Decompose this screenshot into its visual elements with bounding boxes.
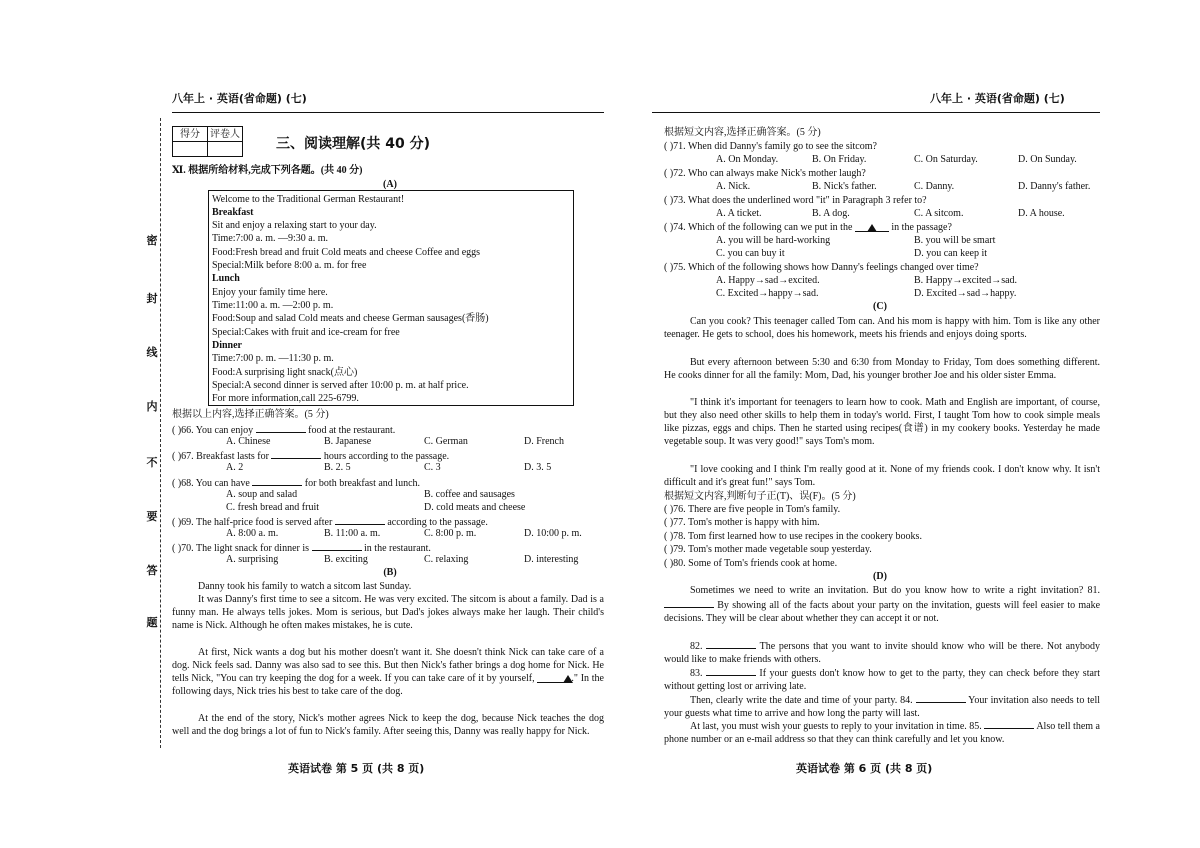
answer-blank-82[interactable] [706,638,756,649]
header-rule [652,112,1100,113]
side-char: 答 [146,564,158,577]
paragraph-text: Sometimes we need to write an invitation. But do you know how to write a right invitation? 81. [690,585,1100,596]
option[interactable]: A. Chinese [226,436,271,447]
answer-blank[interactable] [335,514,385,525]
option[interactable]: D. 3. 5 [524,462,552,473]
option[interactable]: D. cold meats and cheese [424,502,526,513]
box-line: Welcome to the Traditional German Restaurant! [212,194,405,205]
option[interactable]: C. German [424,436,468,447]
right-page [600,0,1200,848]
question-instruction: 根据短文内容,选择正确答案。(5 分) [664,127,821,138]
option[interactable]: A. 2 [226,462,244,473]
box-line: Food:A surprising light snack(点心) [212,367,358,378]
option[interactable]: A. A ticket. [716,208,762,219]
header-rule [172,112,604,113]
question-instruction: 根据短文内容,判断句子正(T)、误(F)。(5 分) [664,491,856,502]
option[interactable]: C. Danny. [914,181,955,192]
paragraph-text: By showing all of the facts about your party on the invitation, guests will feel easier to make decisions. They will be clear about whether they can accept it or not. [664,600,1101,624]
question-70[interactable] [172,540,431,555]
paragraph-text: At first, Nick wants a dog but his mother doesn't want it. She doesn't think Nick can take care of a dog. Nick feels sad. Danny was also sad to see this. But then Nick's father brings a dog home for Nick. He tells Nick, "You can try keeping the dog for a week. If you can take care of it by yourself, [172,647,604,684]
option[interactable]: D. Danny's father. [1018,181,1091,192]
option[interactable]: D. you can keep it [914,248,988,259]
question-79[interactable]: ( )79. Tom's mother made vegetable soup yesterday. [664,544,872,555]
option[interactable]: D. A house. [1018,208,1065,219]
paragraph-text: Your invitation also needs to tell your guests what time to arrive and how long the party will last. [664,695,1101,719]
box-heading: Dinner [212,340,242,351]
option[interactable]: D. interesting [524,554,579,565]
option[interactable]: C. A sitcom. [914,208,964,219]
box-line: Special:Milk before 8:00 a. m. for free [212,260,367,271]
option[interactable]: D. On Sunday. [1018,154,1077,165]
passage-b-paragraph: It was Danny's first time to see a sitcom. He was very excited. The sitcom is about a family. Dad is a funny man. He always tells jokes. Mom is serious, but Dad's jokes always make her laugh. Their child's name is Nick. Although he often makes mistakes, he is cute. [172,594,604,631]
answer-blank[interactable] [252,475,302,486]
option[interactable]: A. surprising [226,554,279,565]
answer-blank[interactable] [855,221,889,232]
question-76[interactable]: ( )76. There are five people in Tom's family. [664,504,841,515]
box-line: Special:Cakes with fruit and ice-cream for free [212,327,400,338]
option[interactable]: B. A dog. [812,208,850,219]
box-line: For more information,call 225-6799. [212,393,359,404]
question-stem: ( )70. The light snack for dinner is [172,543,310,554]
passage-d-paragraph [664,718,1100,746]
question-67[interactable] [172,448,449,463]
triangle-icon [867,224,877,232]
answer-blank-83[interactable] [706,665,756,676]
box-line: Food:Soup and salad Cold meats and cheese German sausages(香肠) [212,313,489,324]
score-cell[interactable] [173,142,208,157]
option[interactable]: B. On Friday. [812,154,867,165]
passage-d-paragraph [664,638,1100,666]
option[interactable]: B. coffee and sausages [424,489,515,500]
question-stem: for both breakfast and lunch. [304,478,421,489]
question-stem: ( )66. You can enjoy [172,425,254,436]
passage-c-paragraph: Can you cook? This teenager called Tom can. And his mom is happy with him. Tom is like any other teenager. He gets to school, does his homework, meets his friends and enjoys doing sports. [664,316,1100,340]
page-footer: 英语试卷 第 5 页 (共 8 页) [288,762,425,775]
option[interactable]: B. Japanese [324,436,372,447]
option[interactable]: A. On Monday. [716,154,779,165]
option[interactable]: D. French [524,436,564,447]
option[interactable]: C. fresh bread and fruit [226,502,320,513]
answer-blank[interactable] [312,540,362,551]
box-line: Time:7:00 a. m. —9:30 a. m. [212,233,329,244]
question-80[interactable]: ( )80. Some of Tom's friends cook at home. [664,558,838,569]
answer-blank[interactable] [271,448,321,459]
question-stem: ( )69. The half-price food is served after [172,517,333,528]
section-title: 三、阅读理解(共 40 分) [276,136,431,152]
side-char: 线 [146,346,158,359]
option[interactable]: C. On Saturday. [914,154,978,165]
answer-blank-84[interactable] [916,692,966,703]
box-line: Time:7:00 p. m. —11:30 p. m. [212,353,334,364]
seal-line [160,118,161,748]
question-stem: in the passage? [891,222,952,233]
option[interactable]: A. 8:00 a. m. [226,528,279,539]
option[interactable]: B. Nick's father. [812,181,877,192]
passage-b-paragraph: At the end of the story, Nick's mother agrees Nick to keep the dog, because Nick teaches the dog well and the dog brings a lot of fun to Nick's family. After seeing this, Danny was really happy for Nick. [172,713,604,737]
paragraph-text: At last, you must wish your guests to reply to your invitation in time. 85. [690,721,982,732]
question-stem: ( )68. You can have [172,478,250,489]
passage-c-label: (C) [873,301,887,312]
option[interactable]: A. soup and salad [226,489,298,500]
question-72[interactable]: ( )72. Who can always make Nick's mother laugh? [664,168,866,179]
question-75[interactable]: ( )75. Which of the following shows how Danny's feelings changed over time? [664,262,979,273]
paragraph-text: ." In the following days, Nick tries his best to take care of the dog. [172,673,604,697]
option[interactable]: C. 3 [424,462,441,473]
answer-blank[interactable] [256,422,306,433]
option[interactable]: D. Excited→sad→happy. [914,288,1017,299]
passage-d-paragraph [664,692,1100,720]
option[interactable]: B. 11:00 a. m. [324,528,381,539]
option[interactable]: D. 10:00 p. m. [524,528,582,539]
paragraph-text: Also tell them a phone number or an e-mail address so that they can think carefully and let you know. [664,721,1100,745]
paragraph-text: The persons that you want to invite should know who will be there. Not anybody would like to make friends with others. [664,641,1101,665]
box-line: Time:11:00 a. m. —2:00 p. m. [212,300,334,311]
answer-blank-81[interactable] [664,597,714,608]
page-header: 八年上 · 英语(省命题) (七) [930,92,1065,105]
question-stem: hours according to the passage. [323,451,450,462]
passage-a-label: (A) [383,179,397,190]
paragraph-text: 83. [690,668,703,679]
passage-b-paragraph [172,646,604,698]
question-74[interactable] [664,221,952,234]
question-instruction: 根据以上内容,选择正确答案。(5 分) [172,409,329,420]
question-stem: in the restaurant. [364,543,431,554]
answer-blank-74[interactable] [537,672,571,683]
side-char: 封 [146,292,158,305]
side-char: 要 [146,510,158,523]
side-char: 密 [146,234,158,247]
box-heading: Breakfast [212,207,254,218]
box-line: Food:Fresh bread and fruit Cold meats and cheese Coffee and eggs [212,247,481,258]
option[interactable]: B. 2. 5 [324,462,351,473]
passage-b-paragraph: Danny took his family to watch a sitcom last Sunday. [198,581,412,592]
option[interactable]: A. Happy→sad→excited. [716,275,820,286]
option[interactable]: B. exciting [324,554,368,565]
question-stem: food at the restaurant. [308,425,396,436]
option[interactable]: C. you can buy it [716,248,785,259]
paragraph-text: Then, clearly write the date and time of your party. 84. [690,695,913,706]
page-footer: 英语试卷 第 6 页 (共 8 页) [796,762,933,775]
question-stem: according to the passage. [387,517,488,528]
score-label: 得分 [173,127,208,142]
score-table [172,126,243,157]
option[interactable]: A. you will be hard-working [716,235,831,246]
box-line: Special:A second dinner is served after 10:00 p. m. at half price. [212,380,469,391]
passage-c-paragraph: "I think it's important for teenagers to learn how to cook. Math and English are important, of course, but they also need other skills to help them in today's world. First, I taught Tom how to cook simple meals like pizzas, eggs and chips. Then he started using recipes(食谱) in my cookery books. Yesterday he made vegetable soup. It was very good!" says Tom's mom. [664,397,1100,447]
question-78[interactable]: ( )78. Tom first learned how to use recipes in the cookery books. [664,531,922,542]
box-line: Sit and enjoy a relaxing start to your day. [212,220,377,231]
box-heading: Lunch [212,273,240,284]
option[interactable]: C. 8:00 p. m. [424,528,477,539]
side-char: 不 [146,456,158,469]
answer-blank-85[interactable] [984,718,1034,729]
passage-b-label: (B) [383,567,397,578]
question-77[interactable]: ( )77. Tom's mother is happy with him. [664,517,820,528]
option[interactable]: A. Nick. [716,181,751,192]
question-71[interactable]: ( )71. When did Danny's family go to see the sitcom? [664,141,877,152]
grader-cell[interactable] [208,142,243,157]
passage-c-paragraph: "I love cooking and I think I'm really good at it. None of my friends cook. I don't know why. It isn't difficult and it's great fun!" says Tom. [664,464,1100,488]
question-stem: ( )67. Breakfast lasts for [172,451,269,462]
passage-d-label: (D) [873,571,887,582]
passage-c-paragraph: But every afternoon between 5:30 and 6:30 from Monday to Friday, Tom does something different. He cooks dinner for all the family: Mom, Dad, his younger brother Joe and his older sister Emma. [664,357,1100,381]
passage-d-paragraph [664,584,1100,625]
option[interactable]: B. Happy→excited→sad. [914,275,1018,286]
option[interactable]: C. relaxing [424,554,469,565]
paragraph-text: 82. [690,641,703,652]
side-char: 题 [146,616,158,629]
option[interactable]: C. Excited→happy→sad. [716,288,819,299]
instruction: Ⅺ. 根据所给材料,完成下列各题。(共 40 分) [172,165,363,176]
grader-label: 评卷人 [208,127,243,142]
question-73[interactable]: ( )73. What does the underlined word "it" in Paragraph 3 refer to? [664,195,927,206]
passage-d-paragraph [664,665,1100,693]
side-char: 内 [146,400,158,413]
paragraph-text: If your guests don't know how to get to the party, they can check before they start without getting lost or arriving late. [664,668,1101,692]
page-header: 八年上 · 英语(省命题) (七) [172,92,307,105]
option[interactable]: B. you will be smart [914,235,996,246]
question-stem: ( )74. Which of the following can we put in the [664,222,853,233]
box-line: Enjoy your family time here. [212,287,328,298]
